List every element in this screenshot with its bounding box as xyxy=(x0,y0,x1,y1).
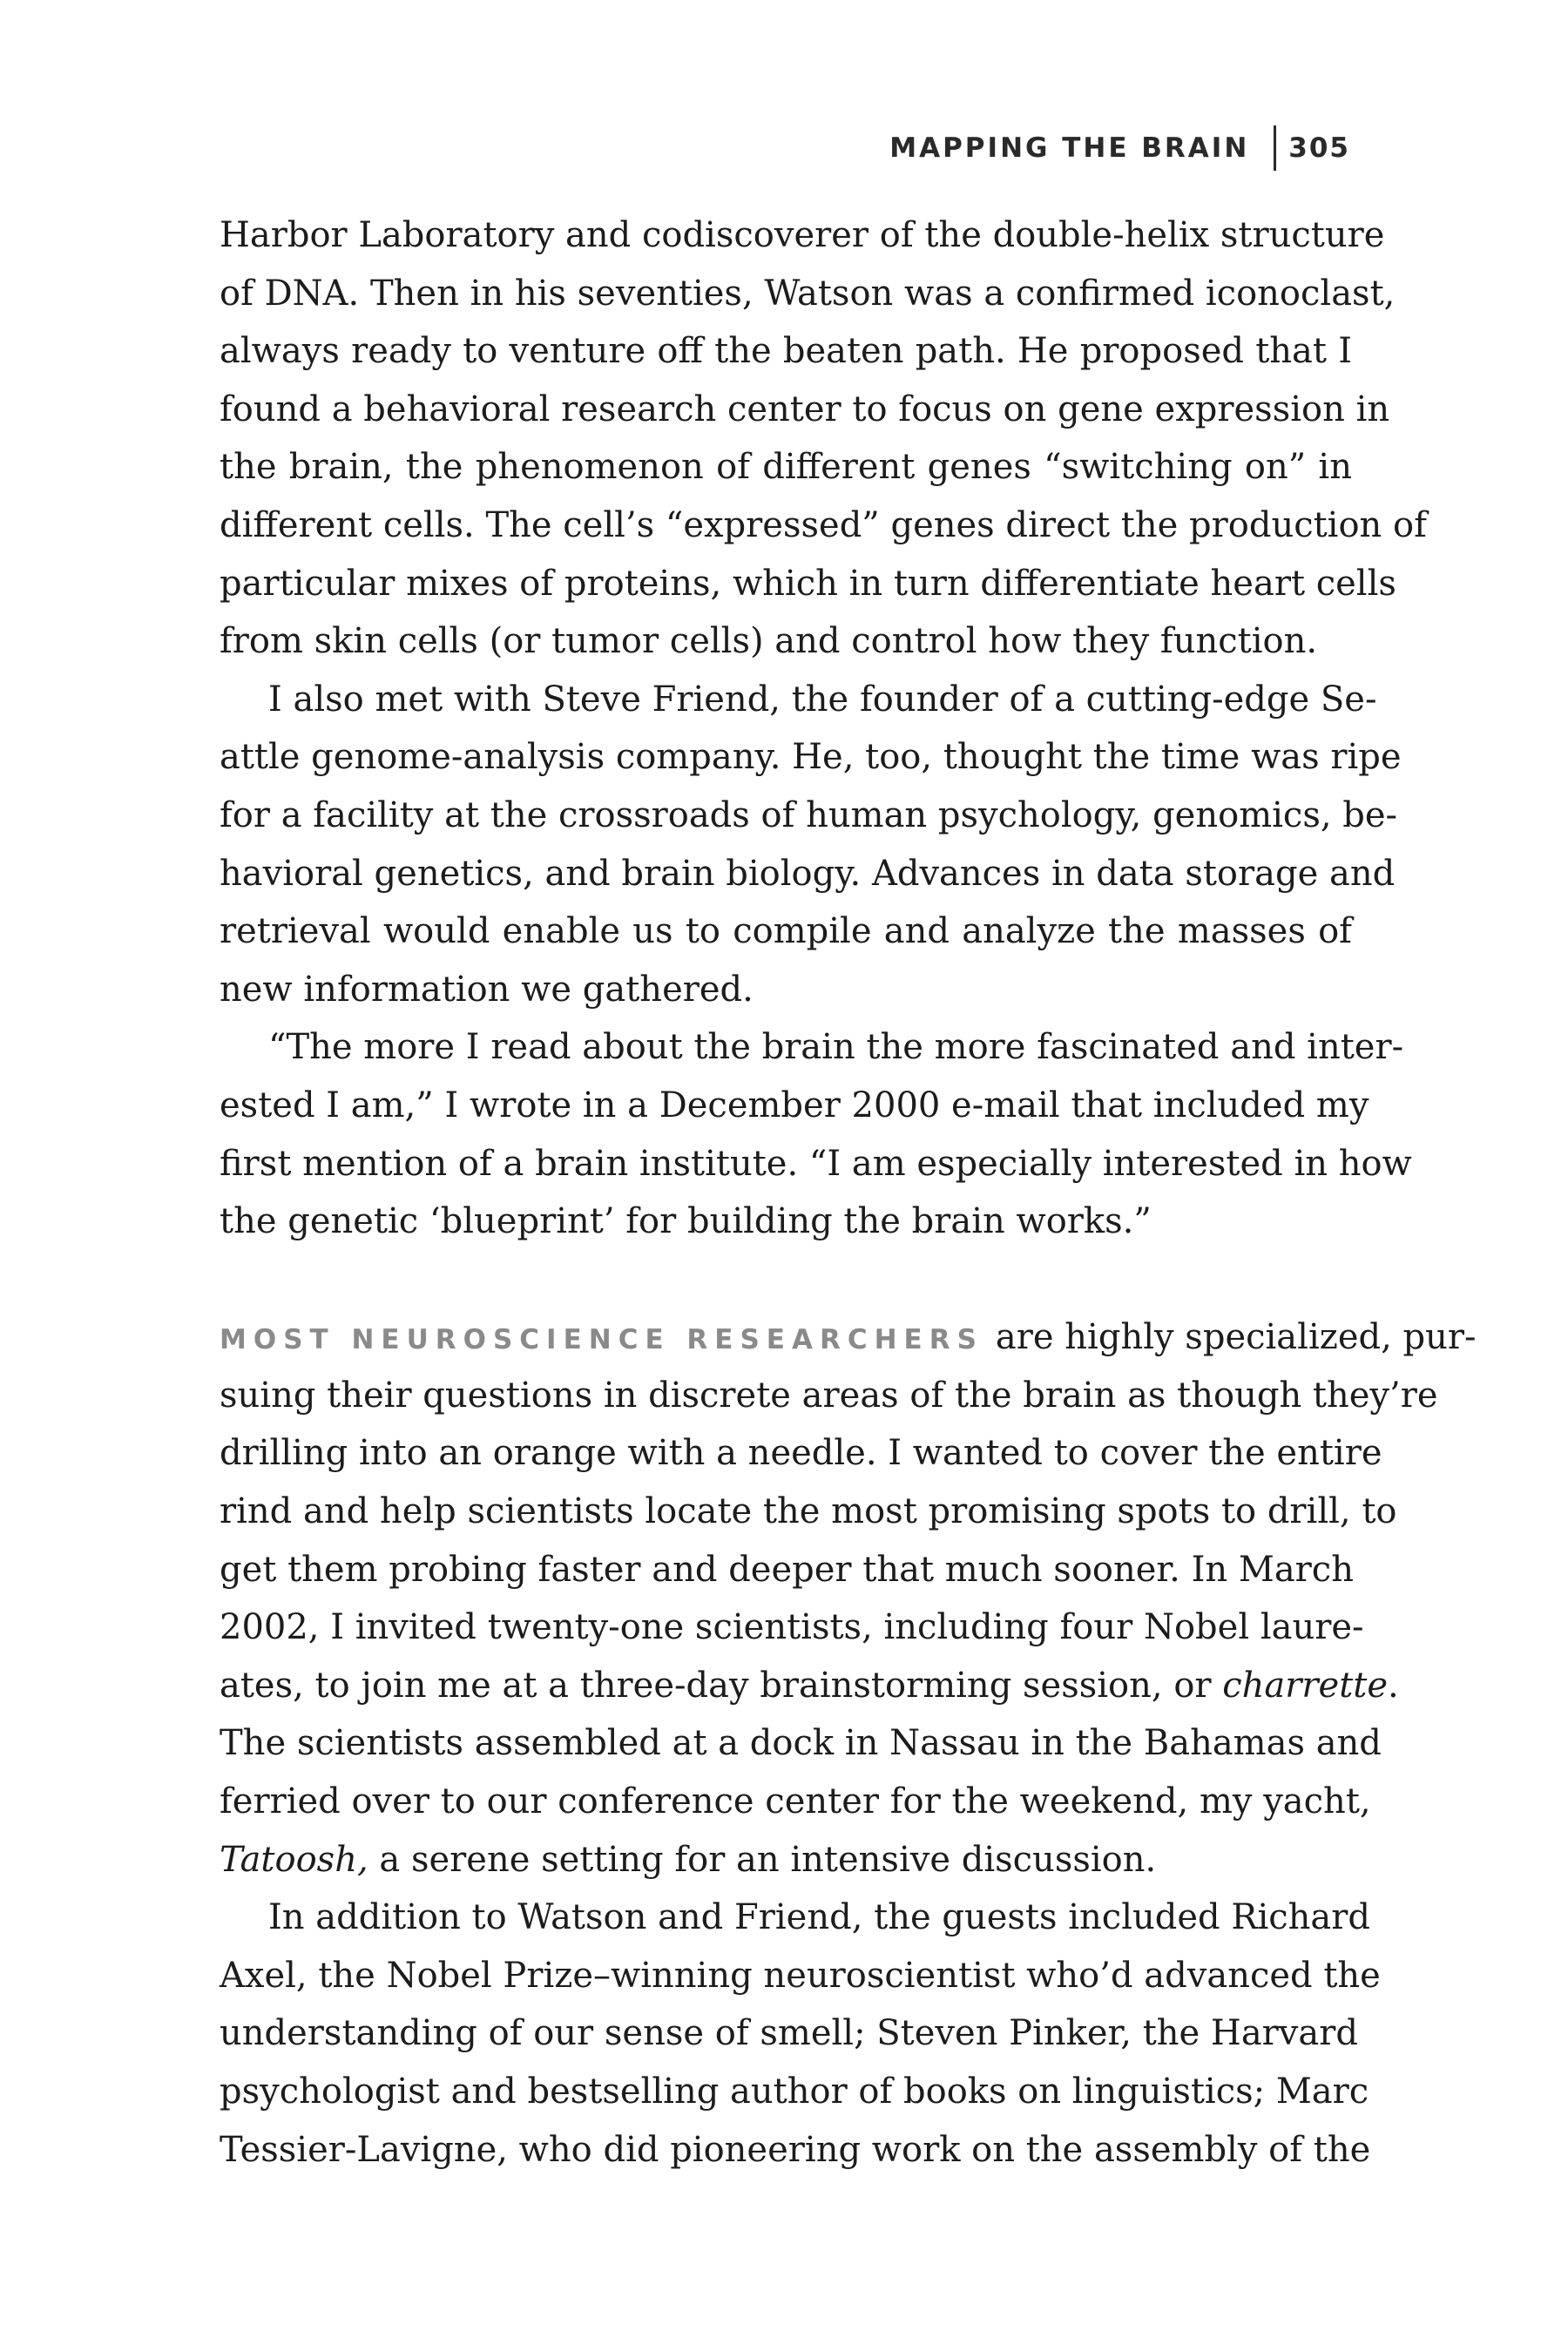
text-line: “The more I read about the brain the more fascinated and inter- xyxy=(268,1027,1404,1068)
text-line: understanding of our sense of smell; Steven Pinker, the Harvard xyxy=(220,2013,1358,2054)
text-line: get them probing faster and deeper that much sooner. In March xyxy=(220,1549,1354,1590)
paragraph xyxy=(220,206,1427,671)
text-line: ested I am,” I wrote in a December 2000 e-mail that included my xyxy=(220,1085,1369,1125)
text-fragment: are highly specialized, pur- xyxy=(995,1317,1477,1358)
section-run-in: MOST NEUROSCIENCE RESEARCHERS xyxy=(220,1324,983,1356)
text-line: In addition to Watson and Friend, the guests included Richard xyxy=(268,1897,1370,1938)
paragraph xyxy=(220,671,1402,1019)
text-line: havioral genetics, and brain biology. Advances in data storage and xyxy=(220,853,1396,894)
text-line: 2002, I invited twenty-one scientists, including four Nobel laure- xyxy=(220,1607,1364,1648)
text-fragment: . xyxy=(1388,1665,1399,1706)
text-fragment: ates, to join me at a three-day brainstorming session, or xyxy=(220,1665,1212,1706)
text-line: found a behavioral research center to focus on gene expression in xyxy=(220,389,1390,429)
running-head-title: MAPPING THE BRAIN xyxy=(889,132,1250,164)
paragraph xyxy=(220,1889,1381,2179)
page-number: 305 xyxy=(1288,132,1350,164)
text-line: from skin cells (or tumor cells) and control how they function. xyxy=(220,621,1318,662)
text-line xyxy=(220,1308,1477,1367)
text-line: the genetic ‘blueprint’ for building the brain works.” xyxy=(220,1201,1152,1242)
text-line: first mention of a brain institute. “I am especially interested in how xyxy=(220,1143,1412,1184)
paragraph xyxy=(220,1018,1412,1250)
text-line: drilling into an orange with a needle. I wanted to cover the entire xyxy=(220,1433,1382,1474)
running-head-divider xyxy=(1274,125,1276,171)
text-line: of DNA. Then in his seventies, Watson was a confirmed iconoclast, xyxy=(220,273,1396,314)
italic-term: charrette xyxy=(1222,1665,1389,1706)
running-head xyxy=(889,124,1350,172)
text-line: attle genome-analysis company. He, too, thought the time was ripe xyxy=(220,737,1402,778)
text-line: Harbor Laboratory and codiscoverer of the double-helix structure xyxy=(220,215,1385,255)
text-line: I also met with Steve Friend, the founder of a cutting-edge Se- xyxy=(268,679,1377,720)
text-line: Tessier-Lavigne, who did pioneering work on the assembly of the xyxy=(220,2129,1371,2170)
text-line xyxy=(220,1831,1352,1889)
body-text xyxy=(220,206,1477,2179)
text-line: different cells. The cell’s “expressed” genes direct the production of xyxy=(220,504,1427,545)
paragraph xyxy=(220,1308,1477,1889)
text-fragment: a serene setting for an intensive discussion. xyxy=(368,1839,1157,1880)
text-line: particular mixes of proteins, which in turn differentiate heart cells xyxy=(220,563,1396,604)
text-line: retrieval would enable us to compile and analyze the masses of xyxy=(220,911,1352,952)
text-line: ferried over to our conference center for the weekend, my yacht, xyxy=(220,1781,1371,1822)
section-break xyxy=(220,1251,1352,1309)
text-line: rind and help scientists locate the most promising spots to drill, to xyxy=(220,1491,1397,1532)
text-line: Axel, the Nobel Prize–winning neuroscientist who’d advanced the xyxy=(220,1955,1381,1996)
text-line: for a facility at the crossroads of human psychology, genomics, be- xyxy=(220,794,1398,835)
italic-term: Tatoosh, xyxy=(220,1839,368,1880)
text-line: always ready to venture off the beaten path. He proposed that I xyxy=(220,331,1352,372)
text-line xyxy=(220,1657,1399,1715)
text-line: The scientists assembled at a dock in Nassau in the Bahamas and xyxy=(220,1723,1382,1764)
text-line: suing their questions in discrete areas of the brain as though they’re xyxy=(220,1375,1438,1416)
text-line: the brain, the phenomenon of different genes “switching on” in xyxy=(220,447,1352,488)
text-line: psychologist and bestselling author of books on linguistics; Marc xyxy=(220,2072,1369,2112)
text-line: new information we gathered. xyxy=(220,969,754,1010)
